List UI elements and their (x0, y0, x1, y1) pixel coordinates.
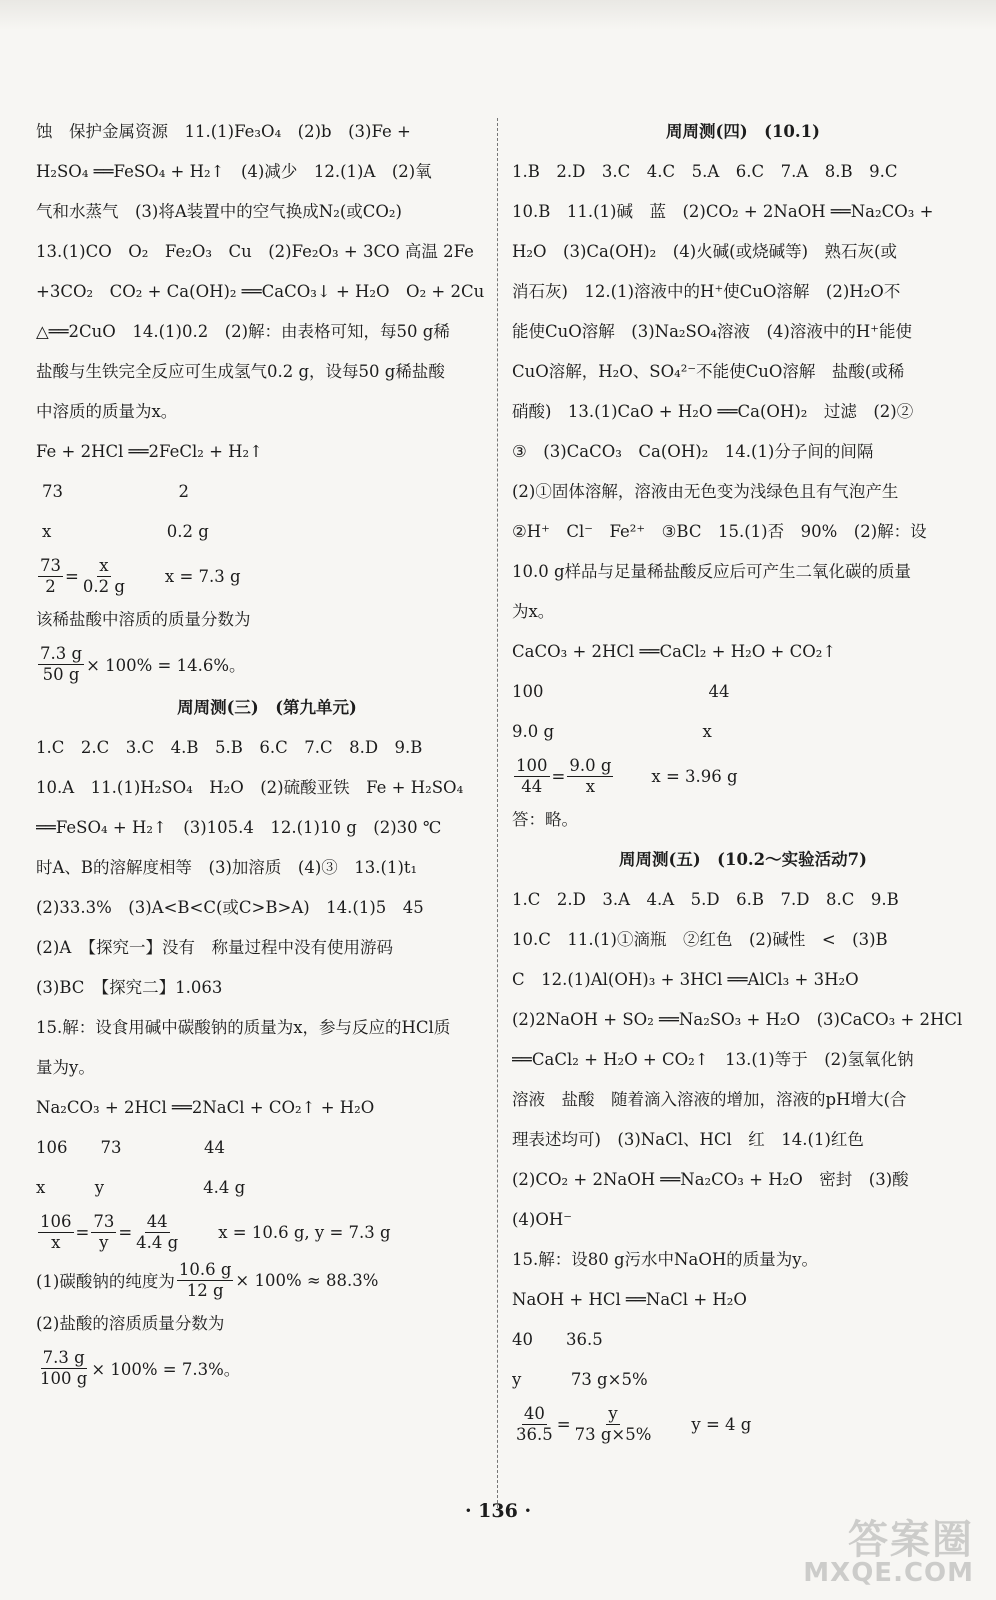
text-line: 消石灰) 12.(1)溶液中的H⁺使CuO溶解 (2)H₂O不 (512, 282, 901, 301)
text-line: △══2CuO 14.(1)0.2 (2)解：由表格可知，每50 g稀 (36, 322, 450, 341)
fraction: $\frac{y}{73 g\times 5\%}$ (574, 1403, 652, 1444)
text-line: 气和水蒸气 (3)将A装置中的空气换成N₂(或CO₂) (36, 202, 402, 221)
text-line: +3CO₂ CO₂ + Ca(OH)₂ ══CaCO₃↓ + H₂O O₂ + 2Cu (36, 282, 485, 301)
text-line: (4)OH⁻ (512, 1210, 572, 1229)
section-heading: 周周测(五) (10.2～实验活动7) (619, 850, 867, 869)
fraction: $\frac{x}{0.2 g}$ (82, 555, 125, 596)
watermark-en: MXQE.COM (803, 1558, 974, 1588)
text-line: (2)2NaOH + SO₂ ══Na₂SO₃ + H₂O (3)CaCO₃ + 2HCl (512, 1010, 963, 1029)
equation-line: CaCO₃ + 2HCl ══CaCl₂ + H₂O + CO₂↑ (512, 642, 837, 661)
right-answers-block-5 (512, 880, 974, 1400)
equation-values: 73 2 (42, 482, 189, 501)
equation-values: x y 4.4 g (36, 1178, 246, 1197)
text-line: 量为y。 (36, 1058, 95, 1077)
result-text: y = 4 g (691, 1414, 752, 1434)
text-line: 10.0 g样品与足量稀盐酸反应后可产生二氧化碳的质量 (512, 562, 912, 581)
text-line: H₂O (3)Ca(OH)₂ (4)火碱(或烧碱等) 熟石灰(或 (512, 242, 897, 261)
fraction: $\frac{73}{2}$ (40, 555, 61, 596)
text-line: 答：略。 (512, 810, 578, 829)
column-divider (497, 118, 498, 1508)
equation-line: Na₂CO₃ + 2HCl ══2NaCl + CO₂↑ + H₂O (36, 1098, 375, 1117)
right-answers-block-4 (512, 152, 974, 752)
left-column (36, 112, 498, 1392)
left-answers-block-1 (36, 112, 498, 552)
fraction: $\frac{73}{y}$ (93, 1211, 115, 1252)
section-heading: 周周测(三) (第九单元) (177, 698, 357, 717)
text-line: (2)盐酸的溶质质量分数为 (36, 1314, 225, 1333)
watermark-cn: 答案圈 (848, 1517, 974, 1563)
text-line: 溶液 盐酸 随着滴入溶液的增加，溶液的pH增大(合 (512, 1090, 907, 1109)
text-line: 蚀 保护金属资源 11.(1)Fe₃O₄ (2)b (3)Fe + (36, 122, 411, 141)
result-text: × 100% = 7.3%。 (91, 1360, 241, 1379)
equation-values: 106 73 44 (36, 1138, 225, 1157)
fraction: $\frac{40}{36.5}$ (516, 1403, 553, 1444)
fraction: $\frac{10.6 g}{12 g}$ (178, 1259, 232, 1300)
fraction: $\frac{100}{44}$ (516, 755, 548, 796)
proportion-equation: $\frac{106}{x}$ = $\frac{73}{y}$ = $\frac{44}{4.4 g}$ x = 10.6 g, y = 7.3 g (40, 1211, 391, 1252)
text-line: 1.B 2.D 3.C 4.C 5.A 6.C 7.A 8.B 9.C (512, 162, 898, 181)
equation-values: x 0.2 g (42, 522, 209, 541)
proportion-equation: $\frac{40}{36.5}$ = $\frac{y}{73 g\times 5\%}$ y = 4 g (516, 1403, 752, 1444)
result-text: x = 7.3 g (164, 566, 241, 586)
percentage-equation (36, 640, 498, 688)
section-heading: 周周测(四) (10.1) (666, 122, 820, 141)
fraction: $\frac{44}{4.4 g}$ (136, 1211, 179, 1252)
text-line: H₂SO₄ ══FeSO₄ + H₂↑ (4)减少 12.(1)A (2)氧 (36, 162, 432, 181)
text-line: 为x。 (512, 602, 555, 621)
left-answers-block-3 (36, 728, 498, 1208)
fraction: $\frac{106}{x}$ (40, 1211, 72, 1252)
text-line: (2)CO₂ + 2NaOH ══Na₂CO₃ + H₂O 密封 (3)酸 (512, 1170, 909, 1189)
text-line: (2)A 【探究一】没有 称量过程中没有使用游码 (36, 938, 394, 957)
text-line: 15.解：设食用碱中碳酸钠的质量为x，参与反应的HCl质 (36, 1018, 451, 1037)
page-number: · 136 · (464, 1500, 532, 1522)
text-line: 理表述均可) (3)NaCl、HCl 红 14.(1)红色 (512, 1130, 864, 1149)
proportion-equation: $\frac{100}{44}$ = $\frac{9.0 g}{x}$ x = 3.96 g (516, 755, 738, 796)
text-line: 1.C 2.C 3.C 4.B 5.B 6.C 7.C 8.D 9.B (36, 738, 423, 757)
text-line: ══CaCl₂ + H₂O + CO₂↑ 13.(1)等于 (2)氢氧化钠 (512, 1050, 914, 1069)
result-text: x = 10.6 g, y = 7.3 g (218, 1222, 391, 1242)
text-line: (3)BC 【探究二】1.063 (36, 978, 223, 997)
text-line: 13.(1)CO O₂ Fe₂O₃ Cu (2)Fe₂O₃ + 3CO 高温 2Fe (36, 242, 474, 261)
percentage-equation (36, 1344, 498, 1392)
text-line: ③ (3)CaCO₃ Ca(OH)₂ 14.(1)分子间的间隔 (512, 442, 874, 461)
equation-line: NaOH + HCl ══NaCl + H₂O (512, 1290, 747, 1309)
text-line: 1.C 2.D 3.A 4.A 5.D 6.B 7.D 8.C 9.B (512, 890, 899, 909)
watermark-logo (784, 1508, 974, 1588)
text-line: 盐酸与生铁完全反应可生成氢气0.2 g，设每50 g稀盐酸 (36, 362, 445, 381)
text-line: ②H⁺ Cl⁻ Fe²⁺ ③BC 15.(1)否 90% (2)解：设 (512, 522, 927, 541)
equation-values: y 73 g×5% (512, 1370, 648, 1389)
text-line: (2)33.3% (3)A<B<C(或C>B>A) 14.(1)5 45 (36, 898, 424, 917)
text-line: 10.A 11.(1)H₂SO₄ H₂O (2)硫酸亚铁 Fe + H₂SO₄ (36, 778, 464, 797)
text-line: 10.C 11.(1)①滴瓶 ②红色 (2)碱性 < (3)B (512, 930, 888, 949)
result-text: x = 3.96 g (651, 766, 738, 786)
fraction: $\frac{9.0 g}{x}$ (569, 755, 612, 796)
label-text: (1)碳酸钠的纯度为 (36, 1272, 175, 1291)
text-line: 该稀盐酸中溶质的质量分数为 (36, 610, 251, 629)
result-text: × 100% ≈ 88.3% (235, 1270, 379, 1290)
proportion-equation: $\frac{73}{2}$ = $\frac{x}{0.2 g}$ x = 7.3 g (40, 555, 241, 596)
text-line: 能使CuO溶解 (3)Na₂SO₄溶液 (4)溶液中的H⁺能使 (512, 322, 912, 341)
text-line: CuO溶解，H₂O、SO₄²⁻不能使CuO溶解 盐酸(或稀 (512, 362, 905, 381)
text-line: 15.解：设80 g污水中NaOH的质量为y。 (512, 1250, 819, 1269)
text-line: 10.B 11.(1)碱 蓝 (2)CO₂ + 2NaOH ══Na₂CO₃ + (512, 202, 934, 221)
top-shadow (0, 0, 996, 30)
text-line: C 12.(1)Al(OH)₃ + 3HCl ══AlCl₃ + 3H₂O (512, 970, 859, 989)
right-column (512, 112, 974, 1448)
fraction: $\frac{7.3 g}{100 g}$ (40, 1347, 88, 1388)
text-line: 时A、B的溶解度相等 (3)加溶质 (4)③ 13.(1)t₁ (36, 858, 418, 877)
equation-values: 100 44 (512, 682, 730, 701)
text-line: ══FeSO₄ + H₂↑ (3)105.4 12.(1)10 g (2)30 ℃ (36, 818, 442, 837)
equation-values: 9.0 g x (512, 722, 712, 741)
text-line: 中溶质的质量为x。 (36, 402, 178, 421)
result-text: × 100% = 14.6%。 (86, 656, 246, 675)
equation-values: 40 36.5 (512, 1330, 603, 1349)
percentage-equation (36, 1256, 498, 1304)
equation-line: Fe + 2HCl ══2FeCl₂ + H₂↑ (36, 442, 263, 461)
text-line: (2)①固体溶解，溶液由无色变为浅绿色且有气泡产生 (512, 482, 899, 501)
fraction: $\frac{7.3 g}{50 g}$ (40, 643, 83, 684)
text-line: 硝酸) 13.(1)CaO + H₂O ══Ca(OH)₂ 过滤 (2)② (512, 402, 914, 421)
